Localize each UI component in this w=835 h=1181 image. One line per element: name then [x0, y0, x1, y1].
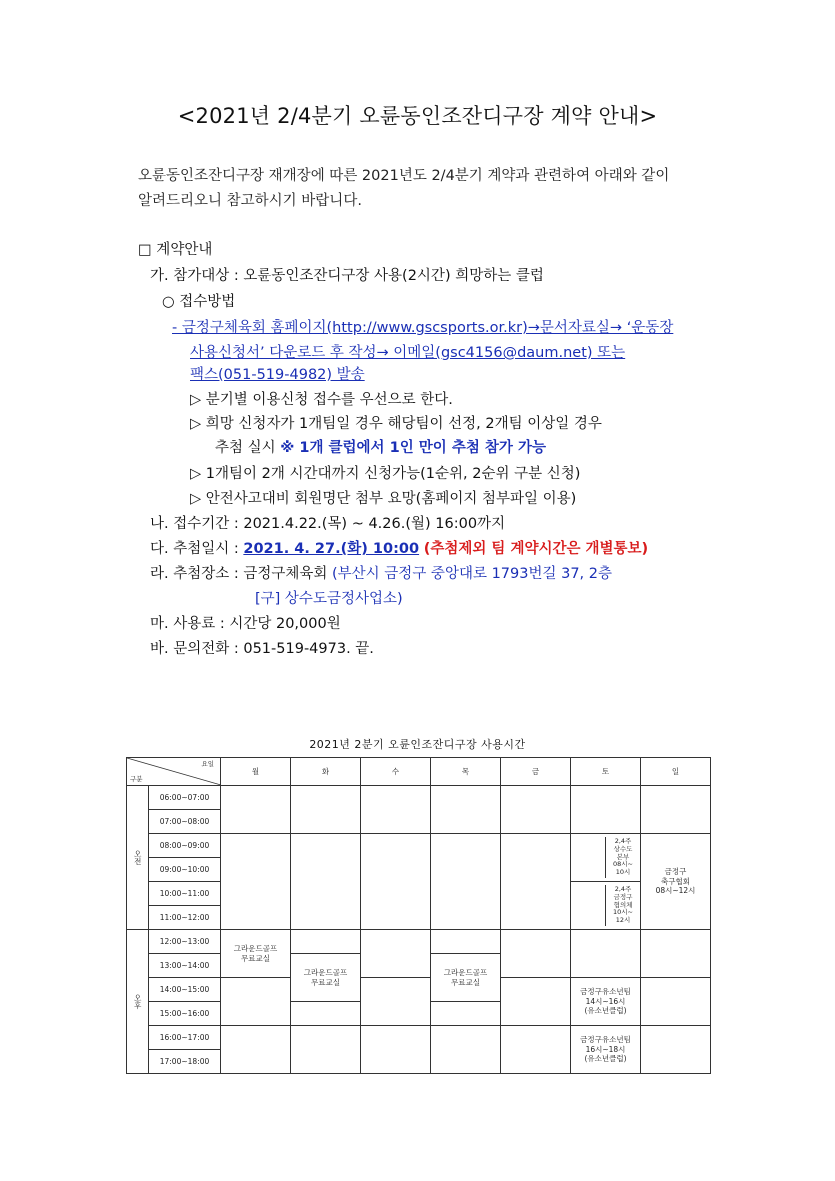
- slot-cell: [291, 1002, 361, 1026]
- time-slot: 10:00~11:00: [149, 882, 221, 906]
- slot-cell: [361, 930, 431, 978]
- draw-date-label: 다. 추첨일시 :: [150, 541, 239, 557]
- slot-cell: [291, 1026, 361, 1074]
- slot-cell: [431, 930, 501, 954]
- time-slot: 16:00~17:00: [149, 1026, 221, 1050]
- slot-cell: [221, 834, 291, 930]
- corner-division-label: 구분: [130, 774, 143, 783]
- slot-cell: [361, 1026, 431, 1074]
- sat-am-booking-1: 2,4주 상수도 본부 08시~ 10시: [605, 837, 640, 878]
- thu-pm-booking: 그라운드골프 무료교실: [431, 954, 501, 1002]
- slot-cell: [501, 786, 571, 834]
- bullet-3: ▷ 1개팀이 2개 시간대까지 신청가능(1순위, 2순위 구분 신청): [190, 466, 581, 482]
- intro-line-2: 알려드리오니 참고하시기 바랍니다.: [138, 193, 362, 209]
- method-line-1: - 금정구체육회 홈페이지(http://www.gscsports.or.kr)→문서자료실→ ‘운동장: [172, 320, 674, 336]
- slot-cell: [501, 978, 571, 1026]
- bullet-4: ▷ 안전사고대비 회원명단 첨부 요망(홈페이지 첨부파일 이용): [190, 491, 577, 507]
- slot-cell: [361, 978, 431, 1026]
- day-tue: 화: [291, 758, 361, 786]
- time-slot: 12:00~13:00: [149, 930, 221, 954]
- sat-am-booking-2: 2,4주 금정구 협의체 10시~ 12시: [605, 885, 640, 926]
- corner-day-label: 요일: [201, 760, 214, 768]
- day-sat: 토: [571, 758, 641, 786]
- slot-cell: [571, 930, 641, 978]
- slot-cell: [291, 930, 361, 954]
- slot-cell: [431, 1002, 501, 1026]
- sat-am-cell-1: [571, 834, 641, 882]
- time-slot: 15:00~16:00: [149, 1002, 221, 1026]
- bullet-2-line-2: [215, 436, 546, 457]
- sat-am-cell-2: [571, 882, 641, 930]
- am-label: 오전: [127, 786, 149, 930]
- item-target: 가. 참가대상 : 오륜동인조잔디구장 사용(2시간) 희망하는 클럽: [150, 268, 544, 284]
- draw-place-address: (부산시 금정구 중앙대로 1793번길 37, 2층: [332, 566, 612, 582]
- time-slot: 06:00~07:00: [149, 786, 221, 810]
- item-fee: 마. 사용료 : 시간당 20,000원: [150, 616, 341, 632]
- slot-cell: [221, 786, 291, 834]
- time-slot: 07:00~08:00: [149, 810, 221, 834]
- slot-cell: [291, 834, 361, 930]
- time-slot: 09:00~10:00: [149, 858, 221, 882]
- method-line-2: 사용신청서’ 다운로드 후 작성→ 이메일(gsc4156@daum.net) 또는: [190, 345, 626, 361]
- day-wed: 수: [361, 758, 431, 786]
- method-line-3: 팩스(051-519-4982) 발송: [190, 367, 365, 383]
- draw-date-note: (추첨제외 팀 계약시간은 개별통보): [423, 541, 649, 557]
- bullet-2: ▷ 희망 신청자가 1개팀일 경우 해당팀이 선정, 2개팀 이상일 경우: [190, 416, 602, 432]
- slot-cell: [361, 786, 431, 834]
- slot-cell: [641, 1026, 711, 1074]
- bullet-2-bold-note: ※ 1개 클럽에서 1인 만이 추첨 참가 가능: [280, 440, 546, 456]
- day-sun: 일: [641, 758, 711, 786]
- day-thu: 목: [431, 758, 501, 786]
- slot-cell: [501, 834, 571, 930]
- mon-pm-booking: 그라운드골프 무료교실: [221, 930, 291, 978]
- time-slot: 13:00~14:00: [149, 954, 221, 978]
- slot-cell: [571, 786, 641, 834]
- tue-pm-booking: 그라운드골프 무료교실: [291, 954, 361, 1002]
- schedule-table: [126, 757, 711, 1074]
- time-slot: 11:00~12:00: [149, 906, 221, 930]
- slot-cell: [501, 1026, 571, 1074]
- slot-cell: [431, 786, 501, 834]
- item-method: ○ 접수방법: [162, 294, 236, 310]
- slot-cell: [641, 786, 711, 834]
- sat-pm-booking-1: 금정구유소년팀 14시~16시 (유소년클럽): [571, 978, 641, 1026]
- draw-place-address-2: [구] 상수도금정사업소): [255, 591, 403, 607]
- slot-cell: [221, 1026, 291, 1074]
- section-title: □ 계약안내: [138, 242, 213, 258]
- intro-line-1: 오륜동인조잔디구장 재개장에 따른 2021년도 2/4분기 계약과 관련하여 아래와 같이: [138, 168, 670, 184]
- item-draw-place: [150, 562, 612, 583]
- time-slot: 17:00~18:00: [149, 1050, 221, 1074]
- pm-label: 오후: [127, 930, 149, 1074]
- slot-cell: [641, 930, 711, 978]
- sun-am-booking: 금정구 축구협회 08시~12시: [641, 834, 711, 930]
- item-contact: 바. 문의전화 : 051-519-4973. 끝.: [150, 641, 374, 657]
- draw-date-value: 2021. 4. 27.(화) 10:00: [243, 541, 420, 557]
- sat-pm-booking-2: 금정구유소년팀 16시~18시 (유소년클럽): [571, 1026, 641, 1074]
- day-fri: 금: [501, 758, 571, 786]
- item-period: 나. 접수기간 : 2021.4.22.(목) ~ 4.26.(월) 16:00까지: [150, 516, 506, 532]
- slot-cell: [361, 834, 431, 930]
- schedule-title: 2021년 2분기 오륜인조잔디구장 사용시간: [309, 738, 526, 751]
- time-slot: 08:00~09:00: [149, 834, 221, 858]
- slot-cell: [221, 978, 291, 1026]
- slot-cell: [431, 1026, 501, 1074]
- bullet-1: ▷ 분기별 이용신청 접수를 우선으로 한다.: [190, 392, 453, 408]
- bullet-2-text: 추첨 실시: [215, 440, 276, 456]
- day-mon: 월: [221, 758, 291, 786]
- time-slot: 14:00~15:00: [149, 978, 221, 1002]
- slot-cell: [641, 978, 711, 1026]
- item-draw-date: [150, 537, 648, 558]
- slot-cell: [431, 834, 501, 930]
- slot-cell: [291, 786, 361, 834]
- page-title: <2021년 2/4분기 오륜동인조잔디구장 계약 안내>: [177, 104, 658, 128]
- header-corner: [127, 758, 221, 786]
- slot-cell: [501, 930, 571, 978]
- draw-place-label: 라. 추첨장소 : 금정구체육회: [150, 566, 328, 582]
